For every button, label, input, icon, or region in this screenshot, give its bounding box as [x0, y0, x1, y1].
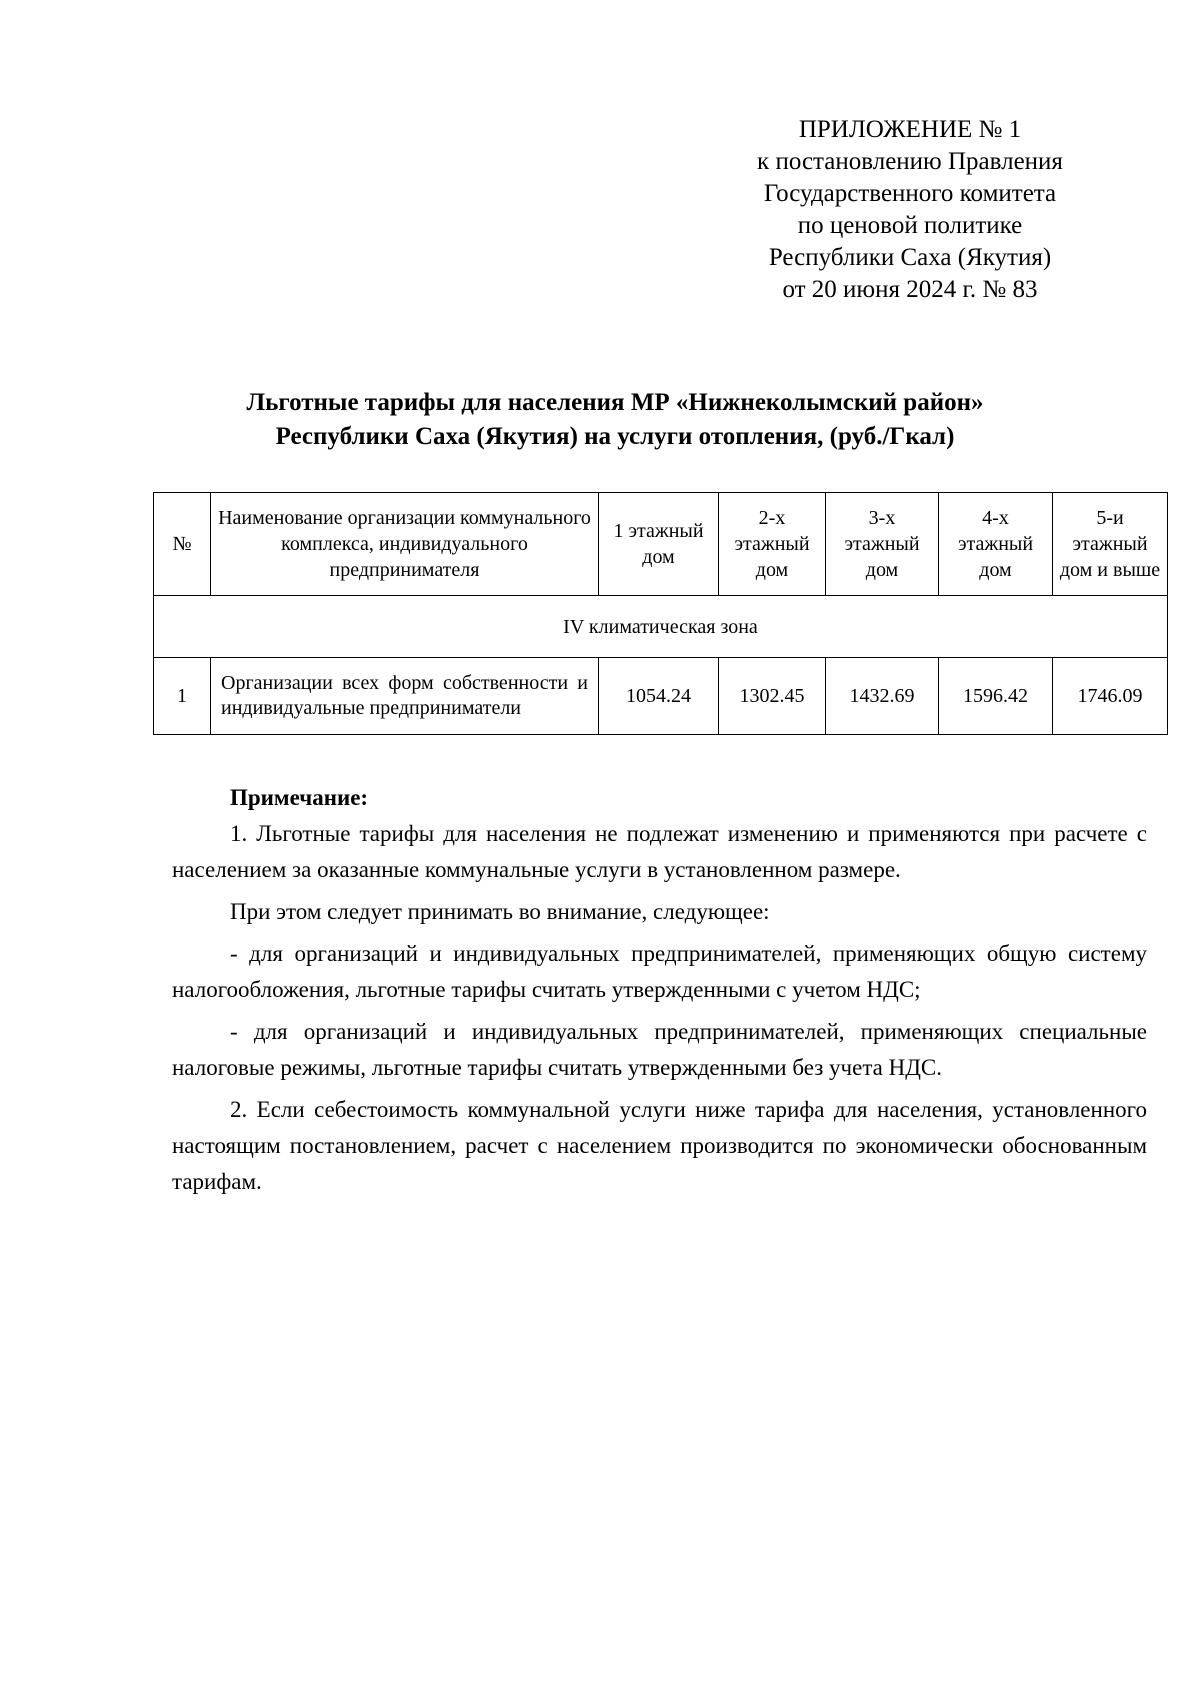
- row-tariff-floor-2: 1302.45: [719, 658, 826, 735]
- row-num: 1: [154, 658, 211, 735]
- header-floor-4: 4-х этажный дом: [939, 493, 1053, 596]
- climate-zone-row: [154, 596, 1168, 658]
- row-tariff-floor-4: 1596.42: [939, 658, 1053, 735]
- note-paragraph-3: - для организаций и индивидуальных предпринимателей, применяющих общую систему налогообложения, льготные тарифы считать утвержденными с учетом НДС;: [172, 941, 1147, 1002]
- appendix-reference: к постановлению Правления: [757, 148, 1063, 175]
- note-paragraph-4: - для организаций и индивидуальных предпринимателей, применяющих специальные налоговые режимы, льготные тарифы считать утвержденными без учета НДС.: [172, 1019, 1147, 1080]
- climate-zone-label: IV климатическая зона: [154, 596, 1168, 658]
- note-paragraph-1: 1. Льготные тарифы для населения не подлежат изменению и применяются при расчете с населением за оказанные коммунальные услуги в установленном размере.: [172, 821, 1147, 882]
- row-organization-name: Организации всех форм собственности и индивидуальные предприниматели: [211, 658, 599, 735]
- appendix-number: ПРИЛОЖЕНИЕ № 1: [798, 116, 1022, 143]
- note-title: Примечание:: [230, 785, 369, 810]
- header-name: Наименование организации коммунального комплекса, индивидуального предпринимателя: [211, 493, 599, 596]
- appendix-republic: Республики Саха (Якутия): [768, 244, 1052, 271]
- header-floor-3: 3-х этажный дом: [826, 493, 939, 596]
- header-floor-1: 1 этажный дом: [599, 493, 719, 596]
- note-paragraph-2: При этом следует принимать во внимание, следующее:: [230, 899, 770, 924]
- row-tariff-floor-3: 1432.69: [826, 658, 939, 735]
- note-section: [172, 780, 1147, 1200]
- note-paragraph-5: 2. Если себестоимость коммунальной услуги ниже тарифа для населения, установленного настоящим постановлением, расчет с населением производится по экономически обоснованным тарифам.: [172, 1097, 1147, 1194]
- appendix-header: [700, 114, 1120, 306]
- document-title: [180, 386, 1050, 454]
- appendix-policy: по ценовой политике: [797, 212, 1023, 239]
- header-num: №: [154, 493, 211, 596]
- header-floor-2: 2-х этажный дом: [719, 493, 826, 596]
- tariff-table: [153, 492, 1168, 735]
- row-tariff-floor-5: 1746.09: [1053, 658, 1168, 735]
- title-line-1: Льготные тарифы для населения МР «Нижнеколымский район»: [246, 389, 984, 416]
- header-floor-5: 5-и этажный дом и выше: [1053, 493, 1168, 596]
- appendix-committee: Государственного комитета: [763, 180, 1057, 207]
- row-tariff-floor-1: 1054.24: [599, 658, 719, 735]
- table-row: [154, 658, 1168, 735]
- table-header-row: [154, 493, 1168, 596]
- appendix-date: от 20 июня 2024 г. № 83: [782, 276, 1038, 303]
- title-line-2: Республики Саха (Якутия) на услуги отопления, (руб./Гкал): [275, 423, 955, 450]
